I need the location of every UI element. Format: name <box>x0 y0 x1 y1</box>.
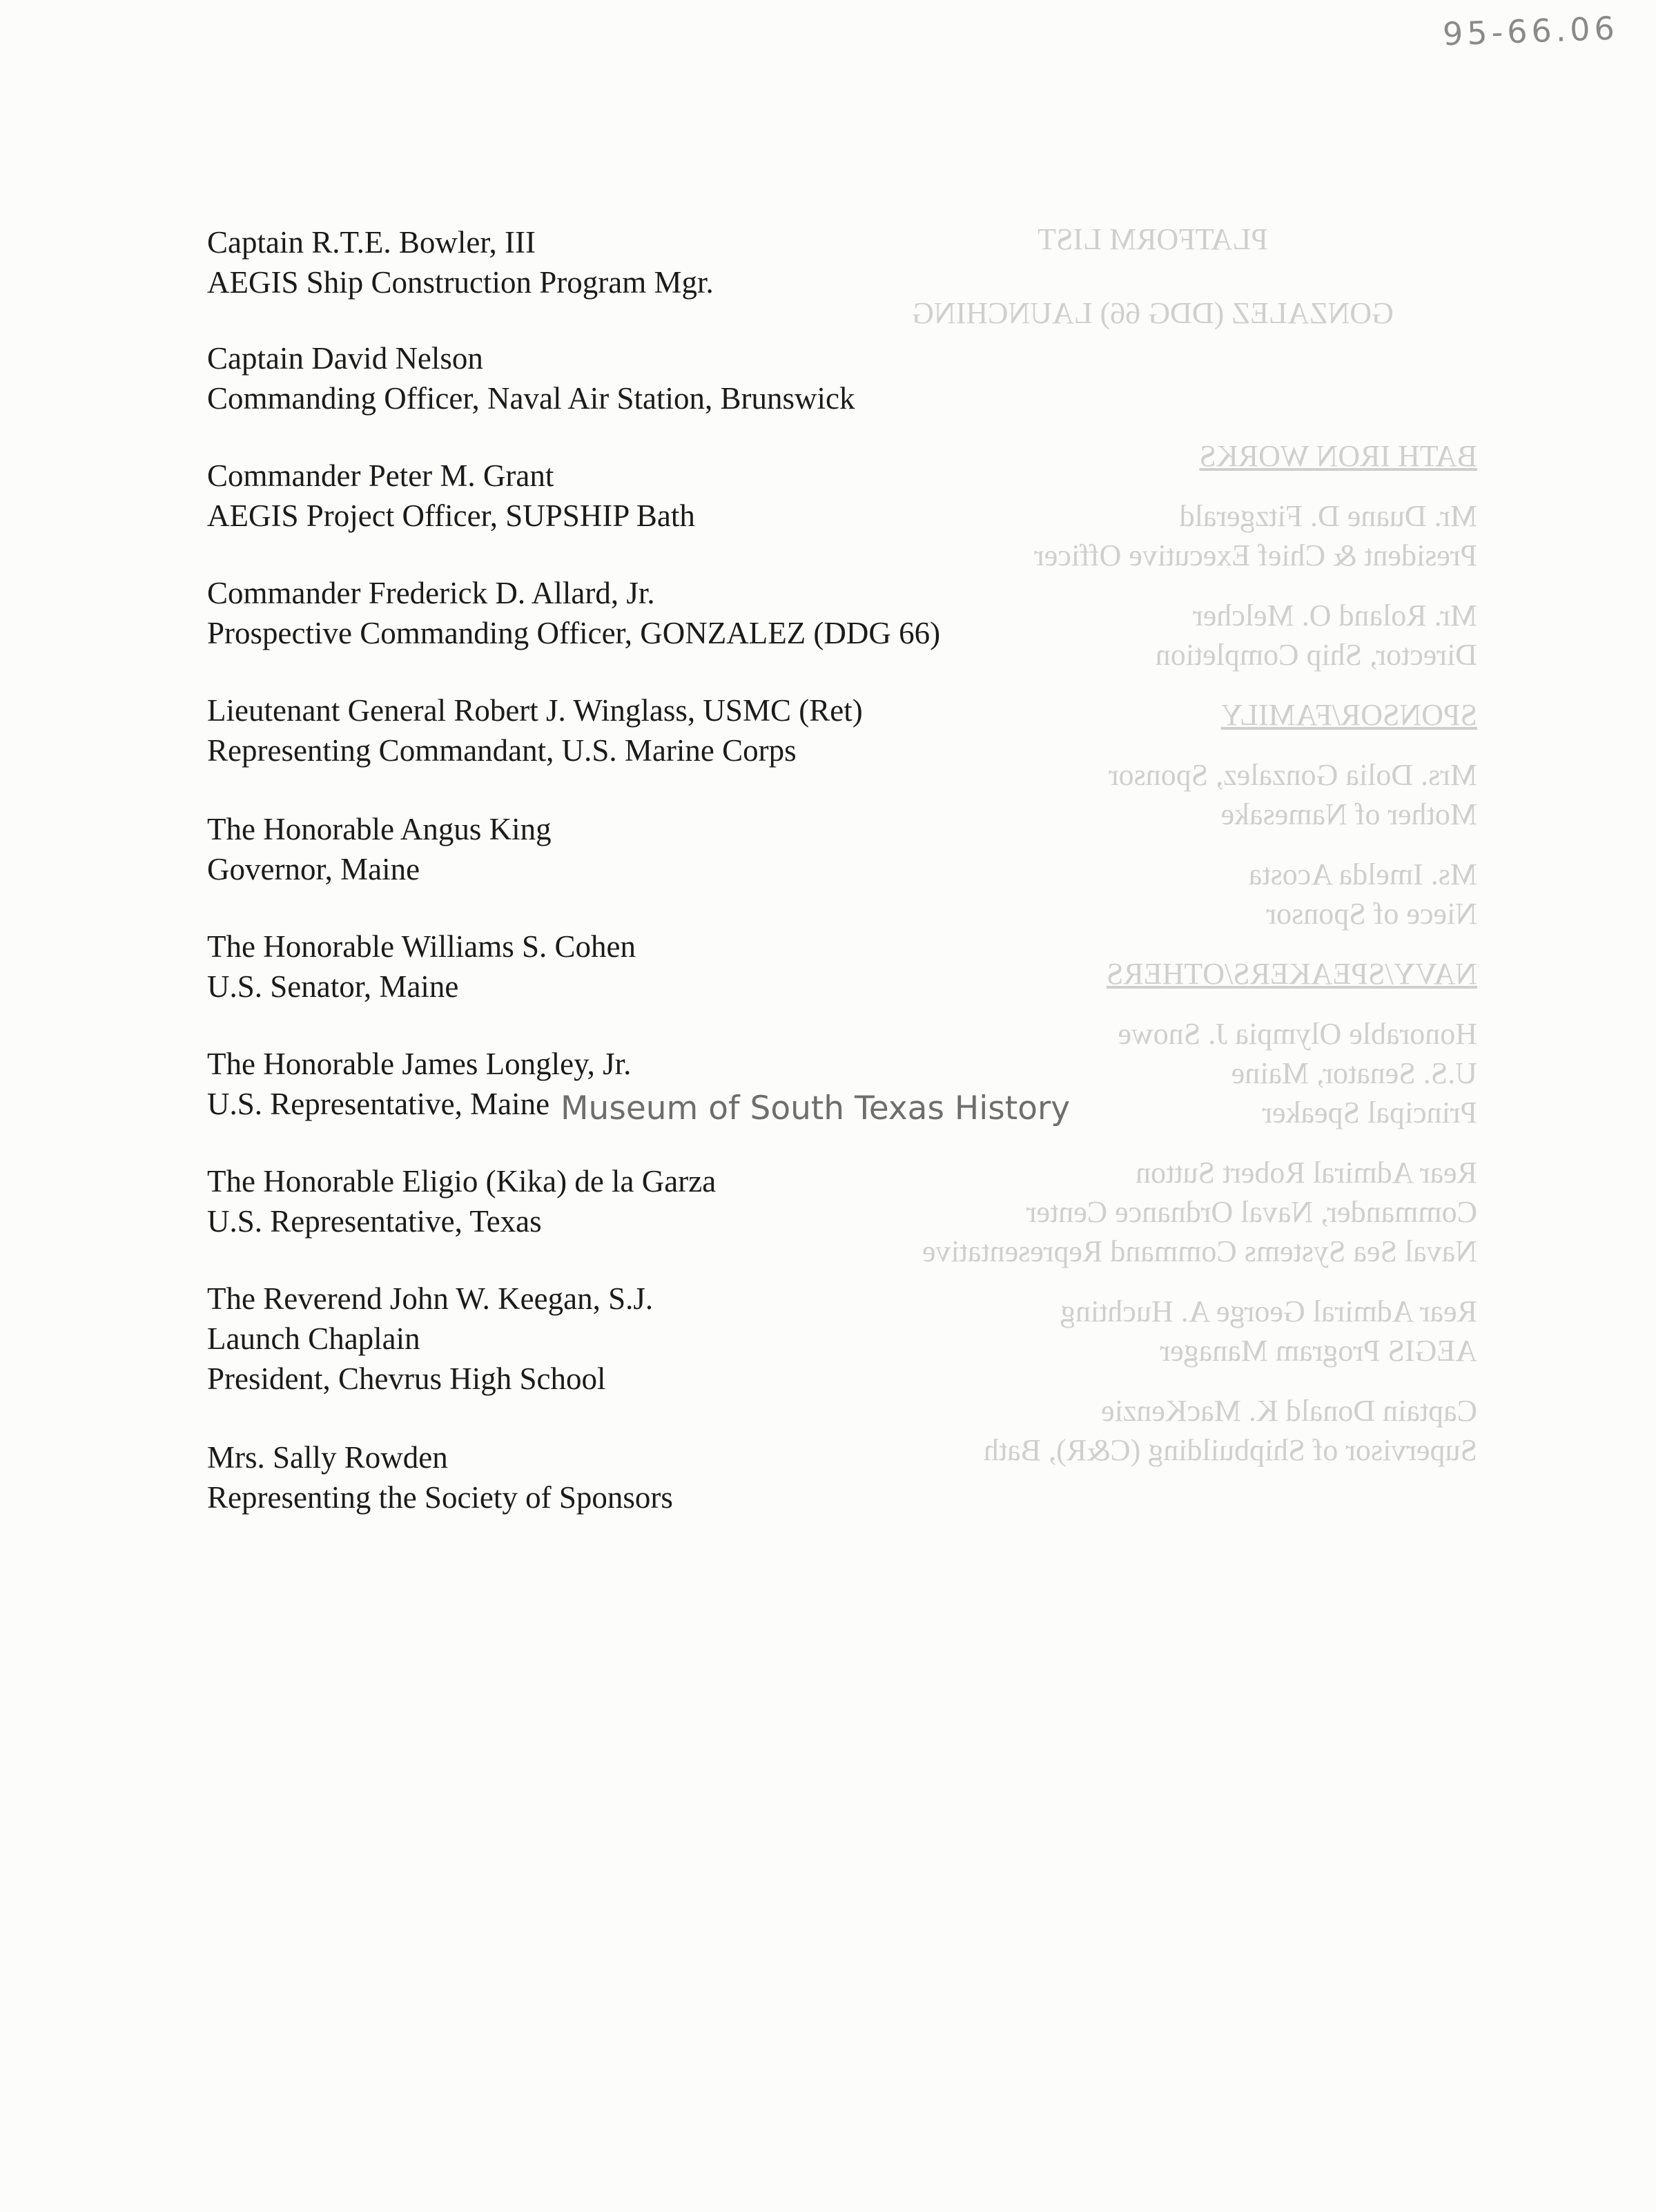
bleed-line: Supervisor of Shipbuilding (C&R), Bath <box>984 1433 1477 1467</box>
entry-title: Governor, Maine <box>207 852 420 886</box>
bleed-line: U.S. Senator, Maine <box>1231 1056 1477 1090</box>
bleed-line: Mother of Namesake <box>1220 797 1477 831</box>
bleed-line: Mr. Roland O. Melcher <box>1193 599 1477 632</box>
entry-title: Commanding Officer, Naval Air Station, Brunswick <box>207 381 855 416</box>
bleed-line: Rear Admiral George A. Huchting <box>1060 1294 1477 1328</box>
list-item <box>207 573 940 653</box>
entry-title: U.S. Representative, Maine <box>207 1087 550 1121</box>
bleed-section-title: SPONSOR/FAMILY <box>1220 698 1477 732</box>
bleed-line: Director, Ship Completion <box>1155 638 1477 672</box>
list-item <box>207 222 714 302</box>
entry-name: The Honorable Eligio (Kika) de la Garza <box>207 1164 717 1199</box>
list-item <box>207 1437 673 1517</box>
reverse-side-show-through <box>828 220 1477 1470</box>
entry-name: The Honorable Angus King <box>207 812 552 846</box>
bleed-line: Commander, Naval Ordnance Center <box>1026 1195 1477 1229</box>
entry-title: Representing the Society of Sponsors <box>207 1480 673 1515</box>
bleed-line: Niece of Sponsor <box>1266 897 1477 931</box>
bleed-section-title: NAVY/SPEAKERS/OTHERS <box>1106 957 1477 991</box>
entry-title: Representing Commandant, U.S. Marine Corps <box>207 733 797 768</box>
bleed-line: Principal Speaker <box>1262 1096 1477 1129</box>
entry-title: Prospective Commanding Officer, GONZALEZ (DDG 66) <box>207 616 941 650</box>
accession-number: 95-66.06 <box>1442 9 1619 53</box>
list-item <box>207 338 855 418</box>
entry-title: AEGIS Project Officer, SUPSHIP Bath <box>207 498 695 533</box>
entry-name: Commander Frederick D. Allard, Jr. <box>207 576 655 610</box>
entry-title: U.S. Senator, Maine <box>207 969 459 1004</box>
entry-name: Mrs. Sally Rowden <box>207 1440 448 1475</box>
entry-name: The Honorable Williams S. Cohen <box>207 929 636 964</box>
entry-name: Commander Peter M. Grant <box>207 458 554 493</box>
entry-title: U.S. Representative, Texas <box>207 1204 542 1239</box>
bleed-line: Rear Admiral Robert Sutton <box>1136 1156 1477 1190</box>
list-item <box>207 1279 653 1399</box>
bleed-line: Captain Donald K. MacKenzie <box>1101 1394 1477 1428</box>
bleed-heading-line: GONZALEZ (DDG 66) LAUNCHING <box>912 296 1394 330</box>
bleed-line: Ms. Imelda Acosta <box>1248 857 1477 891</box>
list-item <box>207 1161 716 1241</box>
bleed-line: Honorable Olympia J. Snowe <box>1118 1017 1477 1051</box>
bleed-line: AEGIS Program Manager <box>1160 1334 1477 1368</box>
entry-title: AEGIS Ship Construction Program Mgr. <box>207 265 714 300</box>
list-item <box>207 809 552 889</box>
entry-title: President, Chevrus High School <box>207 1361 606 1396</box>
entry-name: The Reverend John W. Keegan, S.J. <box>207 1281 654 1316</box>
bleed-heading-line: PLATFORM LIST <box>1038 222 1268 256</box>
bleed-line: Mr. Duane D. Fitzgerald <box>1179 499 1477 533</box>
list-item <box>207 926 636 1007</box>
entry-title: Launch Chaplain <box>207 1321 420 1356</box>
bleed-section-title: BATH IRON WORKS <box>1199 439 1477 473</box>
entry-name: The Honorable James Longley, Jr. <box>207 1047 632 1081</box>
list-item <box>207 456 695 536</box>
list-item <box>207 690 863 770</box>
bleed-line: Mrs. Dolia Gonzalez, Sponsor <box>1108 758 1477 792</box>
watermark: Museum of South Texas History <box>561 1089 1071 1127</box>
bleed-line: President & Chief Executive Officer <box>1034 539 1477 572</box>
entry-name: Captain David Nelson <box>207 341 483 376</box>
entry-name: Captain R.T.E. Bowler, III <box>207 225 536 260</box>
bleed-line: Naval Sea Systems Command Representative <box>922 1234 1477 1268</box>
entry-name: Lieutenant General Robert J. Winglass, USMC (Ret) <box>207 693 863 728</box>
